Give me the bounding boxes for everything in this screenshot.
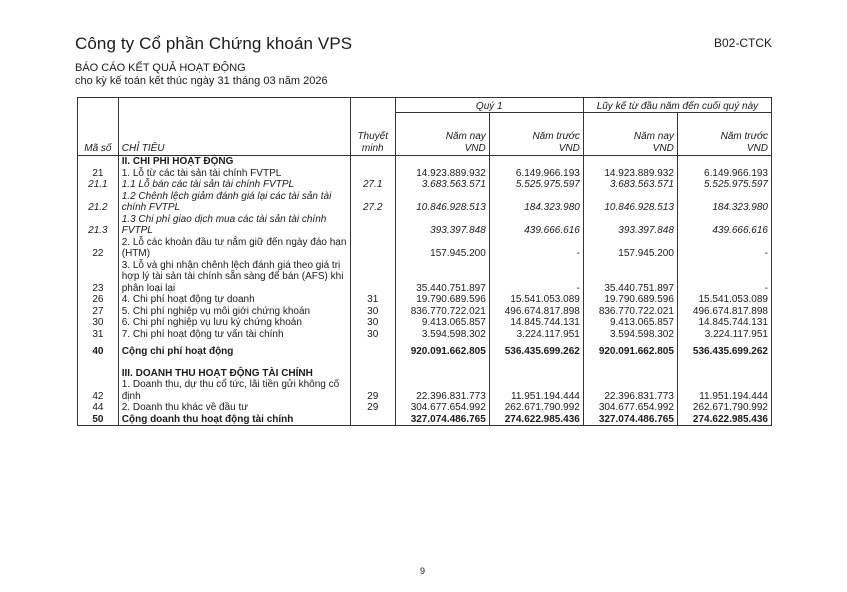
row-ytd-this-year: 9.413.065.857 (583, 317, 677, 329)
row-ytd-this-year: 35.440.751.897 (583, 260, 677, 295)
table-row (78, 260, 772, 295)
row-ytd-this-year (583, 368, 677, 380)
row-ytd-this-year: 10.846.928.513 (583, 191, 677, 214)
table-row (78, 306, 772, 318)
row-ytd-this-year: 14.923.889.932 (583, 168, 677, 180)
row-ytd-last-year: 15.541.053.089 (677, 294, 771, 306)
row-note: 30 (350, 317, 395, 329)
row-ytd-this-year (583, 358, 677, 368)
row-ytd-this-year: 22.396.831.773 (583, 379, 677, 402)
row-code: 21.1 (78, 179, 119, 191)
row-note (350, 237, 395, 260)
row-q1-this-year: 10.846.928.513 (395, 191, 489, 214)
row-q1-this-year: 35.440.751.897 (395, 260, 489, 295)
row-code: 30 (78, 317, 119, 329)
row-q1-last-year: 536.435.699.262 (489, 346, 583, 358)
row-note: 30 (350, 329, 395, 341)
row-ytd-last-year: 274.622.985.436 (677, 414, 771, 426)
row-q1-last-year: 184.323.980 (489, 191, 583, 214)
col-note-header: Thuyết minh (350, 113, 395, 156)
row-q1-this-year: 920.091.662.805 (395, 346, 489, 358)
row-note (350, 168, 395, 180)
row-code: 42 (78, 379, 119, 402)
row-item: III. DOANH THU HOẠT ĐỘNG TÀI CHÍNH (118, 368, 350, 380)
group-header-ytd: Lũy kế từ đầu năm đến cuối quý này (583, 98, 771, 113)
row-q1-last-year: 15.541.053.089 (489, 294, 583, 306)
row-ytd-this-year: 836.770.722.021 (583, 306, 677, 318)
row-ytd-last-year: 6.149.966.193 (677, 168, 771, 180)
row-q1-last-year (489, 368, 583, 380)
row-note: 29 (350, 402, 395, 414)
row-ytd-last-year: 11.951.194.444 (677, 379, 771, 402)
row-code (78, 156, 119, 168)
row-note (350, 156, 395, 168)
col-q1-last-year: Năm trước VND (489, 113, 583, 156)
row-code: 50 (78, 414, 119, 426)
row-item: II. CHI PHÍ HOẠT ĐỘNG (118, 156, 350, 168)
row-q1-this-year (395, 156, 489, 168)
row-item: 5. Chi phí nghiệp vụ môi giới chứng khoán (118, 306, 350, 318)
table-row (78, 368, 772, 380)
row-code: 44 (78, 402, 119, 414)
row-code: 31 (78, 329, 119, 341)
row-ytd-this-year (583, 156, 677, 168)
row-ytd-this-year: 304.677.654.992 (583, 402, 677, 414)
table-row (78, 414, 772, 426)
row-code: 21.2 (78, 191, 119, 214)
row-note (350, 260, 395, 295)
row-ytd-last-year (677, 368, 771, 380)
row-q1-last-year: 439.666.616 (489, 214, 583, 237)
row-ytd-last-year (677, 358, 771, 368)
row-q1-this-year: 304.677.654.992 (395, 402, 489, 414)
row-ytd-last-year: 439.666.616 (677, 214, 771, 237)
table-row (78, 358, 772, 368)
row-note: 29 (350, 379, 395, 402)
table-row (78, 237, 772, 260)
row-item: 2. Doanh thu khác về đầu tư (118, 402, 350, 414)
group-header-q1: Quý 1 (395, 98, 583, 113)
table-row (78, 294, 772, 306)
row-q1-this-year (395, 358, 489, 368)
row-item: 6. Chi phí nghiệp vụ lưu ký chứng khoán (118, 317, 350, 329)
row-ytd-last-year: 536.435.699.262 (677, 346, 771, 358)
row-note: 31 (350, 294, 395, 306)
row-q1-this-year: 3.683.563.571 (395, 179, 489, 191)
row-note: 27.1 (350, 179, 395, 191)
row-q1-last-year: 14.845.744.131 (489, 317, 583, 329)
row-note: 27.2 (350, 191, 395, 214)
col-code-header: Mã số (78, 113, 119, 156)
row-ytd-last-year: 262.671.790.992 (677, 402, 771, 414)
table-row (78, 156, 772, 168)
company-name: Công ty Cổ phần Chứng khoán VPS (75, 34, 353, 53)
table-row (78, 379, 772, 402)
table-row (78, 317, 772, 329)
row-item: 1.2 Chênh lệch giảm đánh giá lại các tài sản tài chính FVTPL (118, 191, 350, 214)
row-q1-last-year (489, 156, 583, 168)
row-ytd-last-year (677, 156, 771, 168)
row-q1-this-year: 14.923.889.932 (395, 168, 489, 180)
row-ytd-last-year: - (677, 237, 771, 260)
row-item: Cộng chi phí hoạt động (118, 346, 350, 358)
row-ytd-last-year: 496.674.817.898 (677, 306, 771, 318)
table-row (78, 179, 772, 191)
row-code (78, 358, 119, 368)
row-q1-last-year: 6.149.966.193 (489, 168, 583, 180)
row-q1-last-year: 5.525.975.597 (489, 179, 583, 191)
row-note (350, 368, 395, 380)
row-item: 7. Chi phí hoạt động tư vấn tài chính (118, 329, 350, 341)
col-q1-this-year: Năm nay VND (395, 113, 489, 156)
row-item: 1.3 Chi phí giao dịch mua các tài sản tài chính FVTPL (118, 214, 350, 237)
row-q1-last-year: - (489, 237, 583, 260)
row-q1-this-year: 836.770.722.021 (395, 306, 489, 318)
income-statement-table (77, 97, 772, 426)
page-number: 9 (420, 566, 426, 576)
row-ytd-this-year: 157.945.200 (583, 237, 677, 260)
table-row (78, 329, 772, 341)
row-note (350, 414, 395, 426)
row-ytd-last-year: - (677, 260, 771, 295)
row-item: 3. Lỗ và ghi nhận chênh lệch đánh giá theo giá trị hợp lý tài sản tài chính sẵn sàng để bán (AFS) khi phân loại lại (118, 260, 350, 295)
row-note (350, 214, 395, 237)
col-item-header: CHỈ TIÊU (118, 113, 350, 156)
row-q1-this-year: 157.945.200 (395, 237, 489, 260)
row-ytd-this-year: 920.091.662.805 (583, 346, 677, 358)
row-note: 30 (350, 306, 395, 318)
row-ytd-this-year: 19.790.689.596 (583, 294, 677, 306)
row-code: 40 (78, 346, 119, 358)
row-q1-this-year: 3.594.598.302 (395, 329, 489, 341)
row-q1-last-year: 3.224.117.951 (489, 329, 583, 341)
row-note (350, 358, 395, 368)
row-ytd-last-year: 3.224.117.951 (677, 329, 771, 341)
table-row (78, 191, 772, 214)
row-code: 21 (78, 168, 119, 180)
row-item (118, 358, 350, 368)
report-title: BÁO CÁO KẾT QUẢ HOẠT ĐỘNG (75, 62, 246, 74)
row-item: 1. Doanh thu, dự thu cổ tức, lãi tiền gửi không cố định (118, 379, 350, 402)
row-q1-this-year: 19.790.689.596 (395, 294, 489, 306)
report-period: cho kỳ kế toán kết thúc ngày 31 tháng 03 năm 2026 (75, 75, 328, 87)
table-row (78, 168, 772, 180)
row-q1-this-year: 327.074.486.765 (395, 414, 489, 426)
row-item: 1.1 Lỗ bán các tài sản tài chính FVTPL (118, 179, 350, 191)
form-code: B02-CTCK (714, 36, 773, 50)
row-q1-last-year (489, 358, 583, 368)
row-code (78, 368, 119, 380)
row-note (350, 346, 395, 358)
row-ytd-this-year: 3.683.563.571 (583, 179, 677, 191)
row-ytd-this-year: 327.074.486.765 (583, 414, 677, 426)
row-q1-this-year: 9.413.065.857 (395, 317, 489, 329)
row-q1-last-year: 262.671.790.992 (489, 402, 583, 414)
row-q1-this-year: 22.396.831.773 (395, 379, 489, 402)
row-code: 23 (78, 260, 119, 295)
row-ytd-last-year: 14.845.744.131 (677, 317, 771, 329)
row-q1-this-year: 393.397.848 (395, 214, 489, 237)
row-ytd-this-year: 3.594.598.302 (583, 329, 677, 341)
row-ytd-this-year: 393.397.848 (583, 214, 677, 237)
row-code: 27 (78, 306, 119, 318)
col-ytd-this-year: Năm nay VND (583, 113, 677, 156)
table-row (78, 346, 772, 358)
row-q1-this-year (395, 368, 489, 380)
row-item: 4. Chi phí hoạt động tự doanh (118, 294, 350, 306)
row-ytd-last-year: 5.525.975.597 (677, 179, 771, 191)
row-q1-last-year: 11.951.194.444 (489, 379, 583, 402)
row-q1-last-year: 274.622.985.436 (489, 414, 583, 426)
row-code: 22 (78, 237, 119, 260)
row-item: 2. Lỗ các khoản đầu tư nắm giữ đến ngày đáo hạn (HTM) (118, 237, 350, 260)
row-code: 21.3 (78, 214, 119, 237)
row-q1-last-year: - (489, 260, 583, 295)
row-q1-last-year: 496.674.817.898 (489, 306, 583, 318)
row-item: 1. Lỗ từ các tài sản tài chính FVTPL (118, 168, 350, 180)
row-ytd-last-year: 184.323.980 (677, 191, 771, 214)
table-row (78, 214, 772, 237)
table-row (78, 402, 772, 414)
col-ytd-last-year: Năm trước VND (677, 113, 771, 156)
row-code: 26 (78, 294, 119, 306)
row-item: Cộng doanh thu hoạt động tài chính (118, 414, 350, 426)
